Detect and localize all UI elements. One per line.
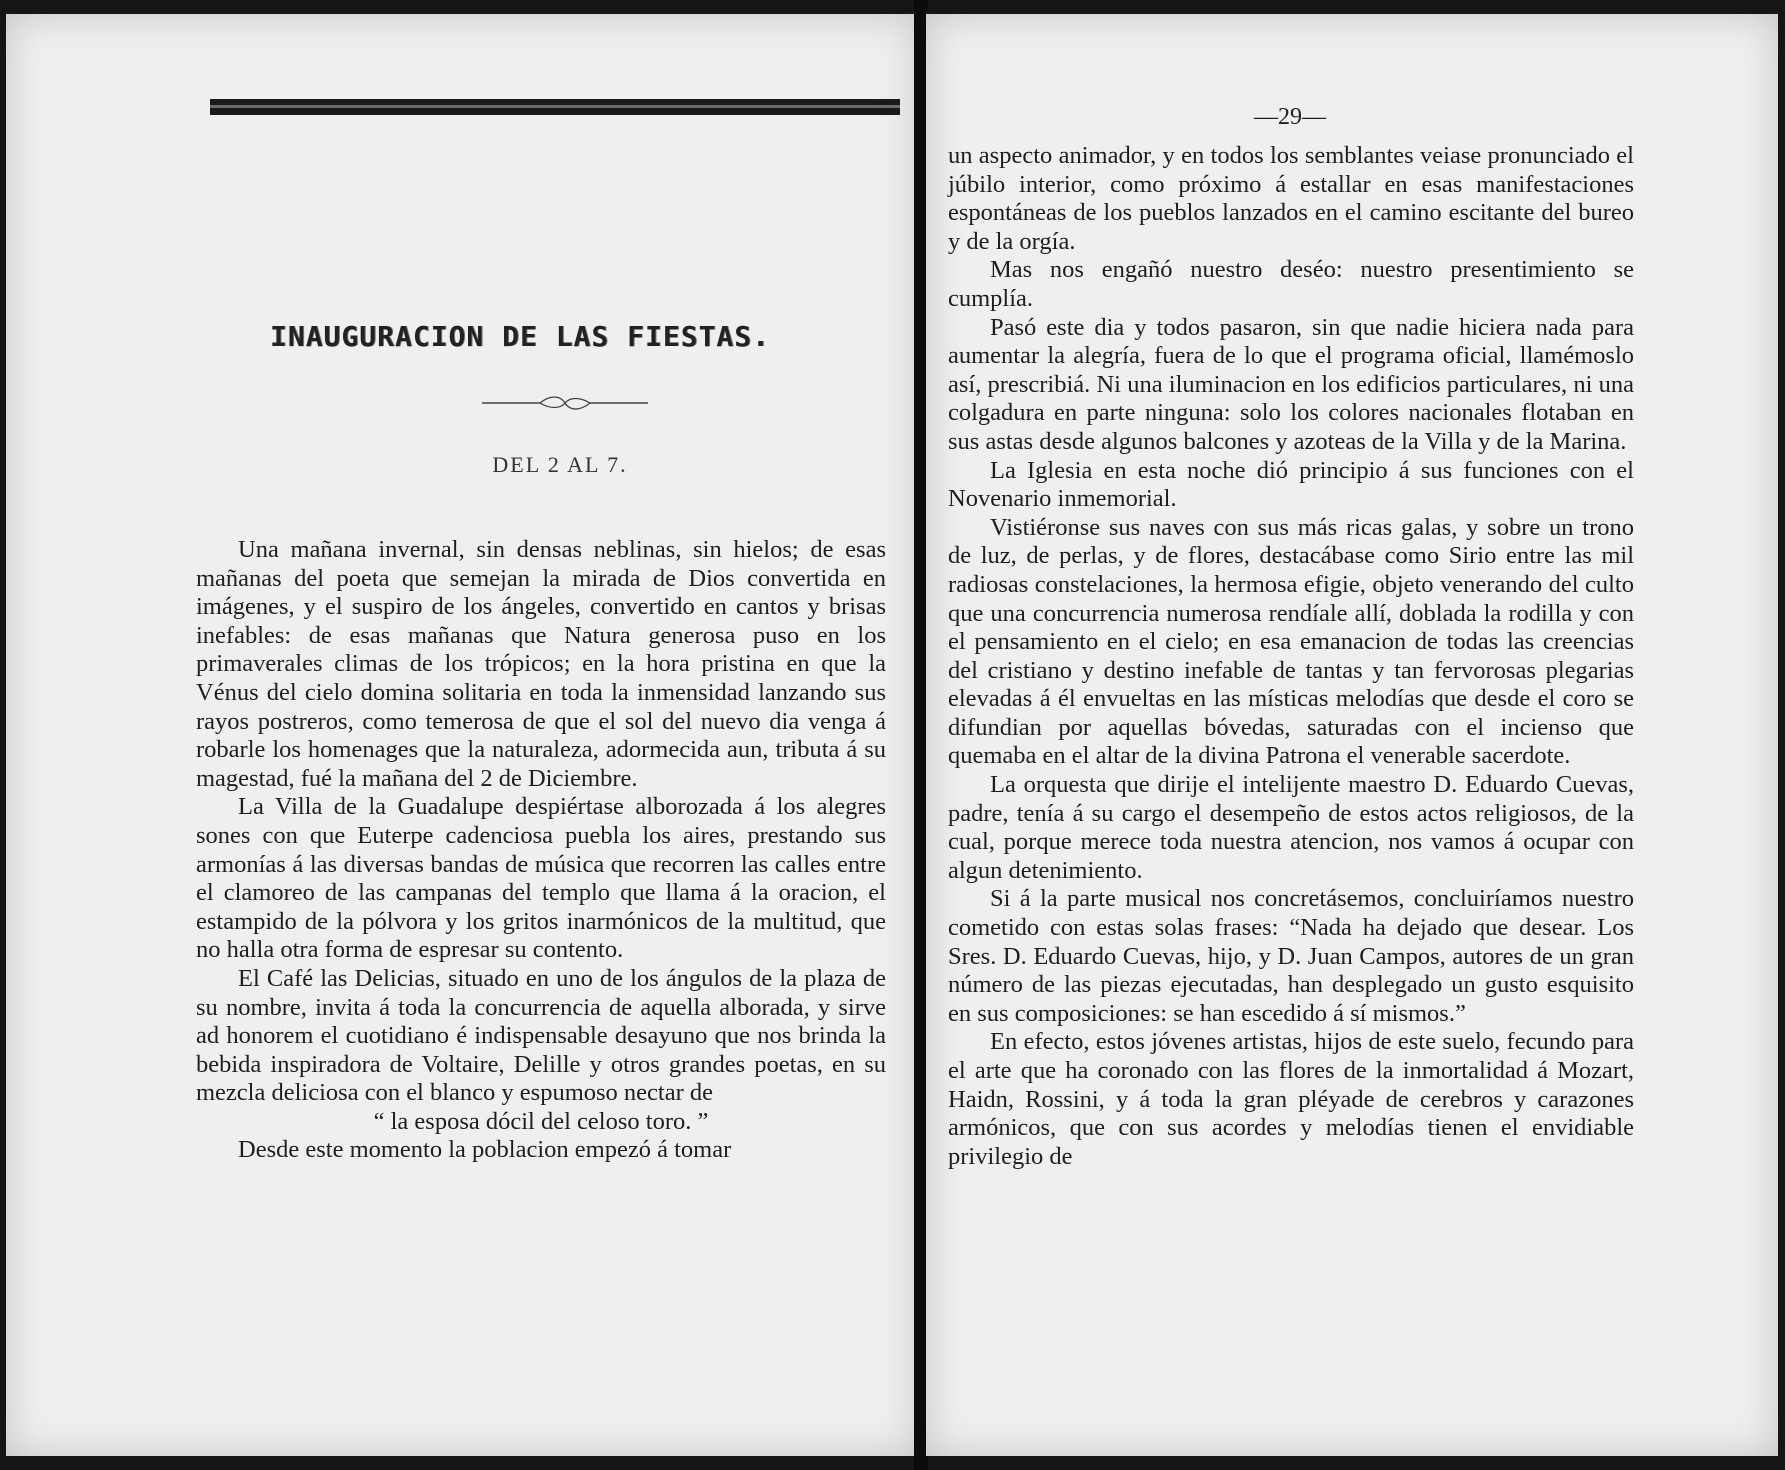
right-body-text — [948, 142, 1634, 1171]
paragraph: Mas nos engañó nuestro deséo: nuestro presentimiento se cumplía. — [948, 256, 1634, 312]
verse-quote: “ la esposa dócil del celoso toro. ” — [373, 1107, 709, 1135]
paragraph: un aspecto animador, y en todos los semblantes veiase pronunciado el júbilo interior, como próximo á estallar en esas manifestaciones espontáneas de los pueblos lanzados en el camino escitante del bureo y de la orgía. — [948, 142, 1634, 255]
header-rule — [210, 99, 900, 115]
paragraph: Si á la parte musical nos concretásemos, concluiríamos nuestro cometido con estas solas frases: “Nada ha dejado que desear. Los Sres. D. Eduardo Cuevas, hijo, y D. Juan Campos, autores de un gran número de las piezas ejecutadas, han desplegado un gusto esquisito en sus composiciones: se han escedido á sí mismos.” — [948, 885, 1634, 1027]
paragraph: La Villa de la Guadalupe despiértase alborozada á los alegres sones con que Euterpe cadenciosa puebla los aires, prestando sus armonías á las diversas bandas de música que recorren las calles entre el clamoreo de las campanas del templo que llama á la oracion, el estampido de la pólvora y los gritos inarmónicos de la multitud, que no halla otra forma de espresar su contento. — [196, 793, 886, 964]
paragraph: Vistiéronse sus naves con sus más ricas galas, y sobre un trono de luz, de perlas, y de flores, destacábase como Sirio entre las mil radiosas constelaciones, la hermosa efigie, objeto venerando del culto que una concurrencia numerosa rendíale allí, doblada la rodilla y con el pensamiento en el cielo; en esa emanacion de todas las creencias del cristiano y destino inefable de tantas y tan fervorosas plegarias elevadas á él envueltas en las místicas melodías que desde el coro se difundian por aquellas bóvedas, saturadas con el incienso que quemaba en el altar de la divina Patrona el venerable sacerdote. — [948, 513, 1634, 770]
chapter-subtitle: DEL 2 AL 7. — [492, 452, 628, 477]
chapter-title: INAUGURACION DE LAS FIESTAS. — [269, 320, 770, 353]
paragraph: En efecto, estos jóvenes artistas, hijos de este suelo, fecundo para el arte que ha coronado con las flores de la inmortalidad á Mozart, Haidn, Rossini, y á toda la gran pléyade de cerebros y carazones armónicos, que con sus acordes y melodías tienen el envidiable privilegio de — [948, 1028, 1634, 1170]
paragraph: La orquesta que dirije el intelijente maestro D. Eduardo Cuevas, padre, tenía á su cargo el desempeño de estos actos religiosos, de la cual, porque merece toda nuestra atencion, nos vamos á ocupar con algun detenimiento. — [948, 771, 1634, 884]
paragraph: La Iglesia en esta noche dió principio á sus funciones con el Novenario inmemorial. — [948, 456, 1634, 513]
paragraph: Pasó este dia y todos pasaron, sin que nadie hiciera nada para aumentar la alegría, fuera de lo que el programa oficial, llamémoslo así, prescribiá. Ni una iluminacion en los edificios particulares, ni una colgadura en parte ninguna: solo los colores nacionales flotaban en sus astas desde algunos balcones y azoteas de la Villa y de la Marina. — [948, 313, 1634, 455]
ornament-divider — [480, 393, 650, 413]
page-number: —29— — [1254, 104, 1326, 130]
left-body-text — [196, 536, 886, 1165]
paragraph: El Café las Delicias, situado en uno de los ángulos de la plaza de su nombre, invita á toda la concurrencia de aquella alborada, y sirve ad honorem el cuotidiano é indispensable desayuno que nos brinda la bebida inspiradora de Voltaire, Delille y otros grandes poetas, en su mezcla deliciosa con el blanco y espumoso nectar de — [196, 964, 886, 1107]
paragraph: Una mañana invernal, sin densas neblinas, sin hielos; de esas mañanas del poeta que semejan la mirada de Dios convertida en imágenes, y el suspiro de los ángeles, convertido en cantos y brisas inefables: de esas mañanas que Natura generosa puso en los primaverales climas de los trópicos; en la hora pristina en que la Vénus del cielo domina solitaria en toda la inmensidad lanzando sus rayos postreros, como temerosa de que el sol del nuevo dia venga á robarle los homenages que la naturaleza, adormecida aun, tributa á su magestad, fué la mañana del 2 de Diciembre. — [196, 536, 886, 792]
paragraph: Desde este momento la poblacion empezó á tomar — [238, 1136, 732, 1164]
